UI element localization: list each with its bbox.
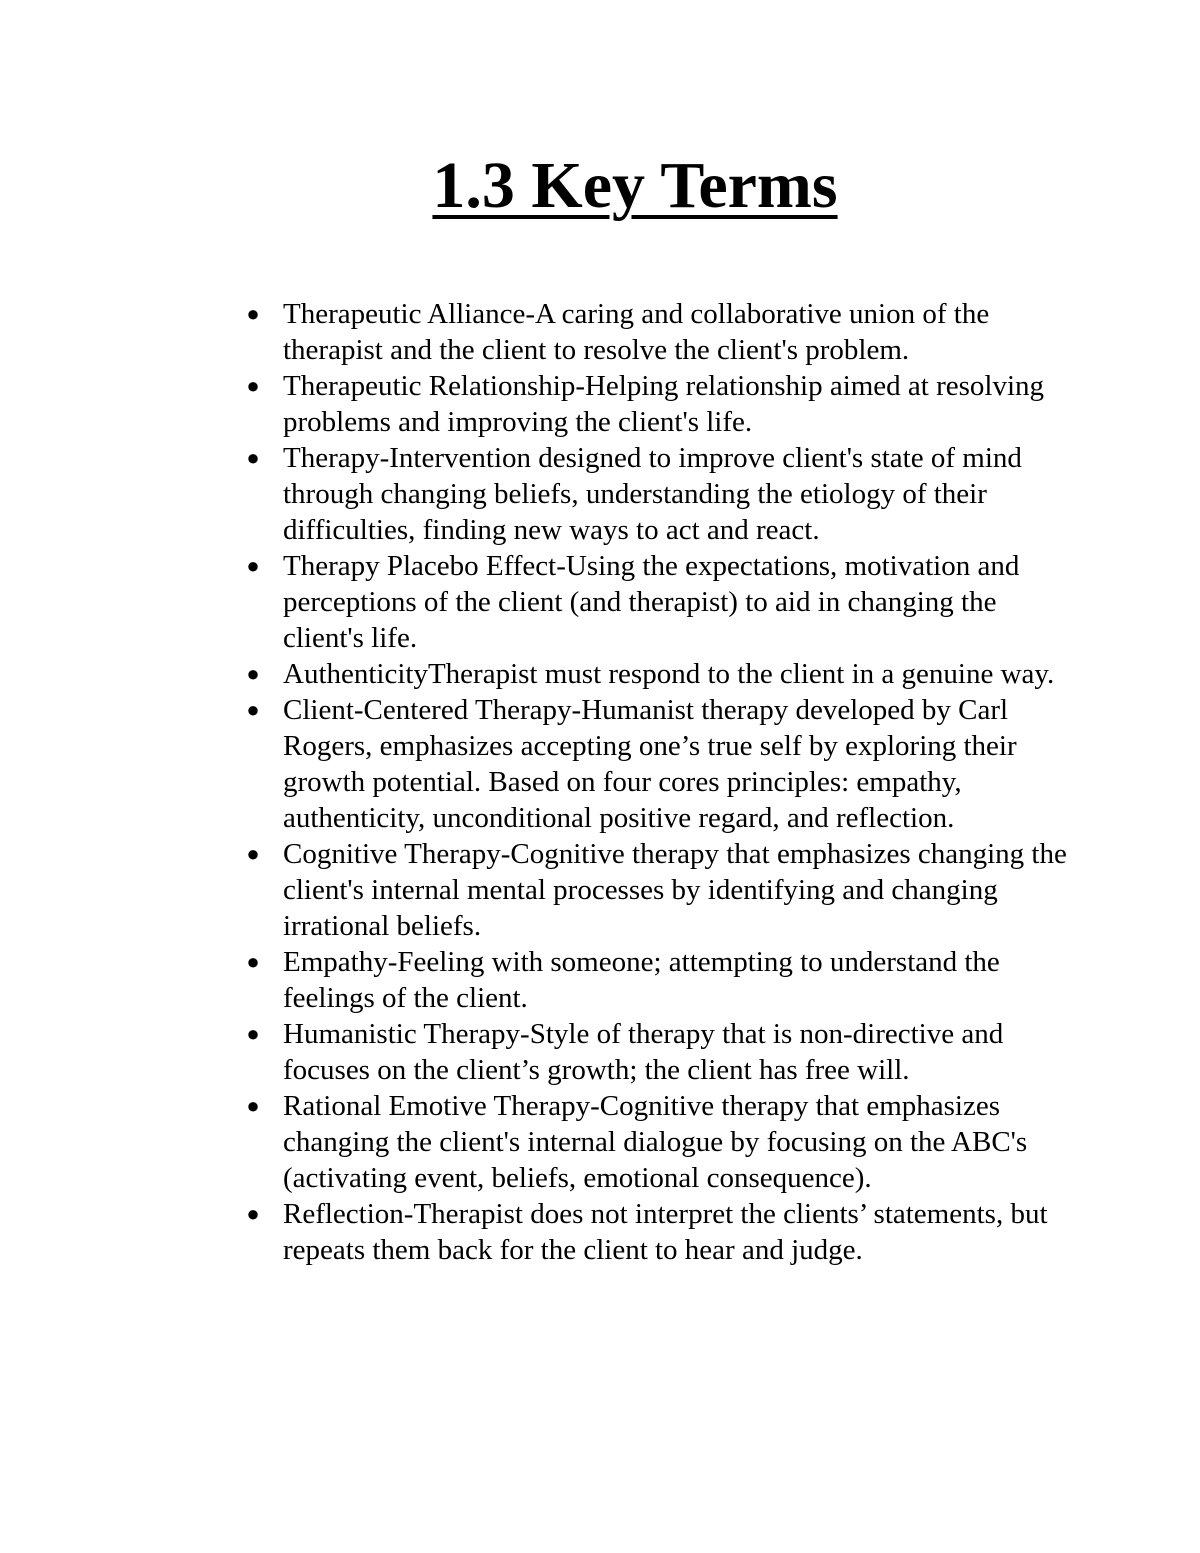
- term-text: Cognitive Therapy-Cognitive therapy that emphasizes changing the client's internal mental processes by identifying and changing irrational beliefs.: [283, 838, 1067, 942]
- bullet-icon: ●: [246, 1201, 260, 1226]
- term-text: Therapeutic Relationship-Helping relationship aimed at resolving problems and improving the client's life.: [283, 370, 1045, 438]
- bullet-icon: ●: [246, 661, 260, 686]
- page-title: 1.3 Key Terms: [432, 149, 838, 222]
- term-text: Empathy-Feeling with someone; attempting to understand the feelings of the client.: [283, 946, 1000, 1014]
- list-item: [246, 656, 1073, 692]
- term-text: Client-Centered Therapy-Humanist therapy developed by Carl Rogers, emphasizes accepting one’s true self by exploring their growth potential. Based on four cores principles: empathy, authenticity, unconditional positive regard, and reflection.: [283, 694, 1017, 834]
- term-text: Therapy-Intervention designed to improve client's state of mind through changing beliefs, understanding the etiology of their difficulties, finding new ways to act and react.: [283, 442, 1022, 546]
- list-item: [246, 692, 1073, 836]
- term-text: AuthenticityTherapist must respond to the client in a genuine way.: [283, 658, 1055, 690]
- bullet-icon: ●: [246, 373, 260, 398]
- list-item: [246, 944, 1073, 1016]
- bullet-icon: ●: [246, 1021, 260, 1046]
- list-item: [246, 440, 1073, 548]
- list-item: [246, 836, 1073, 944]
- list-item: [246, 1196, 1073, 1268]
- key-terms-list: [246, 296, 1073, 1268]
- list-item: [246, 1088, 1073, 1196]
- term-text: Humanistic Therapy-Style of therapy that is non-directive and focuses on the client’s growth; the client has free will.: [283, 1018, 1004, 1086]
- bullet-icon: ●: [246, 1093, 260, 1118]
- list-item: [246, 1016, 1073, 1088]
- bullet-icon: ●: [246, 301, 260, 326]
- bullet-icon: ●: [246, 553, 260, 578]
- list-item: [246, 296, 1073, 368]
- term-text: Therapeutic Alliance-A caring and collaborative union of the therapist and the client to resolve the client's problem.: [283, 298, 990, 366]
- bullet-icon: ●: [246, 841, 260, 866]
- bullet-icon: ●: [246, 949, 260, 974]
- list-item: [246, 368, 1073, 440]
- list-item: [246, 548, 1073, 656]
- term-text: Reflection-Therapist does not interpret the clients’ statements, but repeats them back for the client to hear and judge.: [283, 1198, 1048, 1266]
- bullet-icon: ●: [246, 445, 260, 470]
- term-text: Therapy Placebo Effect-Using the expectations, motivation and perceptions of the client (and therapist) to aid in changing the client's life.: [283, 550, 1020, 654]
- term-text: Rational Emotive Therapy-Cognitive therapy that emphasizes changing the client's internal dialogue by focusing on the ABC's (activating event, beliefs, emotional consequence).: [283, 1090, 1028, 1194]
- bullet-icon: ●: [246, 697, 260, 722]
